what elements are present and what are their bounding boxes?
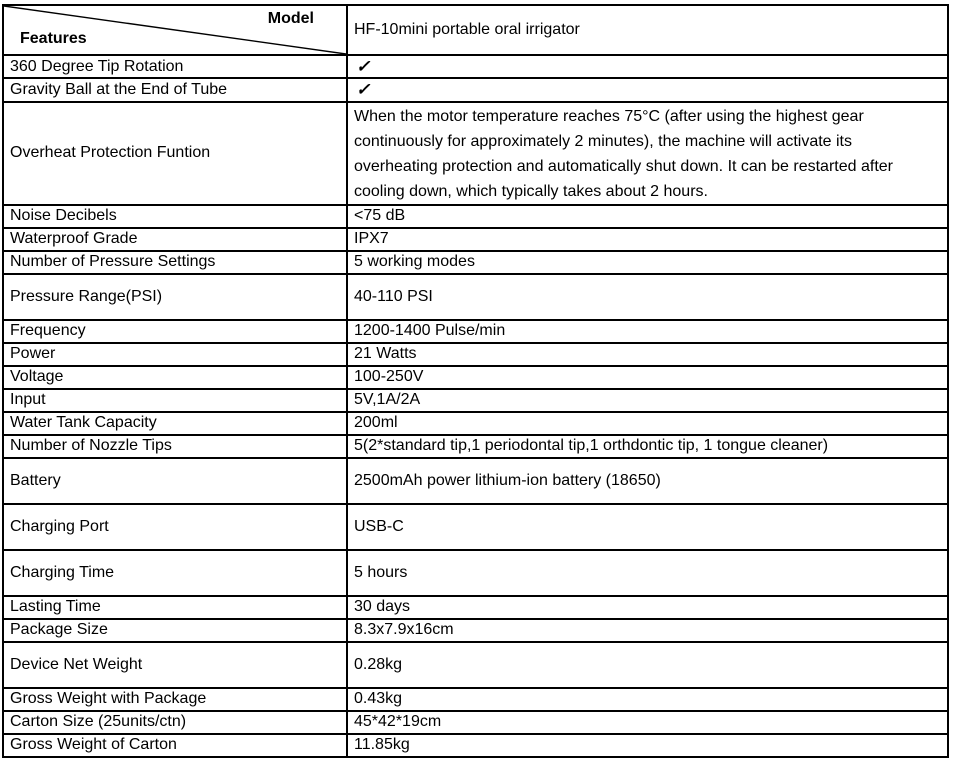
value-cell: 0.28kg: [347, 642, 948, 688]
value-cell: 5(2*standard tip,1 periodontal tip,1 orthdontic tip, 1 tongue cleaner): [347, 435, 948, 458]
feature-cell: Waterproof Grade: [3, 228, 347, 251]
table-row: [3, 711, 948, 734]
value-cell: 21 Watts: [347, 343, 948, 366]
feature-cell: Noise Decibels: [3, 205, 347, 228]
value-cell: 5 working modes: [347, 251, 948, 274]
feature-cell: 360 Degree Tip Rotation: [3, 55, 347, 78]
value-cell: 40-110 PSI: [347, 274, 948, 320]
header-diagonal-cell: [3, 5, 347, 55]
value-cell: 200ml: [347, 412, 948, 435]
header-row: [3, 5, 948, 55]
feature-cell: Gross Weight of Carton: [3, 734, 347, 757]
table-row: [3, 366, 948, 389]
table-row: [3, 435, 948, 458]
value-cell: <75 dB: [347, 205, 948, 228]
checkmark-icon: ✓: [347, 55, 948, 78]
feature-cell: Input: [3, 389, 347, 412]
feature-cell: Overheat Protection Funtion: [3, 102, 347, 205]
table-row: [3, 412, 948, 435]
table-row: [3, 458, 948, 504]
value-cell: USB-C: [347, 504, 948, 550]
value-cell: 5 hours: [347, 550, 948, 596]
feature-cell: Device Net Weight: [3, 642, 347, 688]
value-cell: When the motor temperature reaches 75°C (after using the highest gear continuously for approximately 2 minutes), the machine will activate its overheating protection and automatically shut down. It can be restarted after cooling down, which typically takes about 2 hours.: [347, 102, 948, 205]
feature-cell: Frequency: [3, 320, 347, 343]
product-name-cell: HF-10mini portable oral irrigator: [347, 5, 948, 55]
value-cell: 0.43kg: [347, 688, 948, 711]
value-cell: 45*42*19cm: [347, 711, 948, 734]
table-row: [3, 389, 948, 412]
feature-cell: Charging Time: [3, 550, 347, 596]
feature-cell: Power: [3, 343, 347, 366]
value-cell: 30 days: [347, 596, 948, 619]
table-row: [3, 205, 948, 228]
feature-cell: Package Size: [3, 619, 347, 642]
value-cell: 1200-1400 Pulse/min: [347, 320, 948, 343]
value-cell: 5V,1A/2A: [347, 389, 948, 412]
checkmark-icon: ✓: [347, 78, 948, 101]
feature-cell: Carton Size (25units/ctn): [3, 711, 347, 734]
table-row: [3, 596, 948, 619]
table-row: [3, 504, 948, 550]
value-cell: IPX7: [347, 228, 948, 251]
table-row: [3, 550, 948, 596]
feature-cell: Gross Weight with Package: [3, 688, 347, 711]
value-cell: 100-250V: [347, 366, 948, 389]
table-row: [3, 734, 948, 757]
table-row: [3, 55, 948, 78]
value-cell: 8.3x7.9x16cm: [347, 619, 948, 642]
value-cell: 11.85kg: [347, 734, 948, 757]
feature-cell: Gravity Ball at the End of Tube: [3, 78, 347, 101]
feature-cell: Charging Port: [3, 504, 347, 550]
features-label: Features: [20, 30, 87, 47]
feature-cell: Battery: [3, 458, 347, 504]
feature-cell: Pressure Range(PSI): [3, 274, 347, 320]
table-row: [3, 642, 948, 688]
table-row: [3, 228, 948, 251]
spec-table: [2, 4, 949, 758]
table-row: [3, 251, 948, 274]
table-row: [3, 274, 948, 320]
table-row: [3, 102, 948, 205]
feature-cell: Lasting Time: [3, 596, 347, 619]
model-label: Model: [267, 10, 314, 27]
feature-cell: Water Tank Capacity: [3, 412, 347, 435]
value-cell: 2500mAh power lithium-ion battery (18650): [347, 458, 948, 504]
table-row: [3, 619, 948, 642]
feature-cell: Voltage: [3, 366, 347, 389]
feature-cell: Number of Nozzle Tips: [3, 435, 347, 458]
table-row: [3, 688, 948, 711]
table-row: [3, 320, 948, 343]
table-row: [3, 343, 948, 366]
table-row: [3, 78, 948, 101]
feature-cell: Number of Pressure Settings: [3, 251, 347, 274]
